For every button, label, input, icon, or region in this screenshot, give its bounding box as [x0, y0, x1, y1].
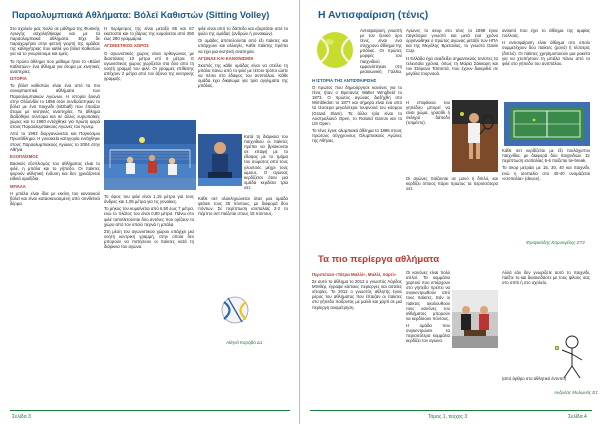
left-page-title: Παραολυμπιακά Αθλήματα: Βόλεϊ Καθιστών (Sitting Volley) [12, 10, 270, 20]
paragraph: Η Ελλάδα έχει αναδείξει σημαντικούς τενίστες τα τελευταία χρόνια, όπως τη Μαρία Σάκκαρη και τον Στέφανο Τσιτσιπά, που έχουν διακριθεί σε μεγάλα τουρνουά. [406, 55, 498, 76]
right-column-3-bottom [502, 148, 590, 238]
paragraph: Αντισφαίριση, γνωστή με τον ξενικό όρο τένις, είναι ένα σύγχρονο άθλημα της μπάλας. Οι πρώτες μορφές του παιχνιδιού εμφανίστηκαν στη μεσαιωνική Γαλλία, [360, 28, 402, 74]
left-page [0, 0, 298, 424]
paragraph: Σε αυτό το άθλημα το 2012 ο γνωστός Λάρδος Μπιθέρ, έγραψε κάποιες περίεργες και αστείες ιστορίες. Το 2012 ο γνωστός αθλητής έγινε μέρος του αθλήματος που έπαιζαν οι παίκτες στο γήπεδο παίζοντας με μαλλί και χαρτί σε μια περίεργη αναμέτρηση. [312, 279, 402, 310]
right-column-1-top [360, 28, 402, 74]
right-page [302, 0, 600, 424]
paragraph: Οι αγώνες παίζονται σε μονό ή διπλό, και κερδίζει όποιος πάρει πρώτος τα περισσότερα σετ. [406, 176, 498, 192]
paragraph: Κάθε σετ κερδίζεται με έξι τουλάχιστον παιχνίδια, με διαφορά δύο παιχνιδιών. Σε περίπτωση ισοπαλίας 6-6 παίζεται tie-break. [502, 148, 590, 164]
paragraph: Αλλά εάν δεν γνωρίζετε αυτό το παιχνίδι, παίξτε το και διασκεδάστε με τους φίλους σας στο σπίτι ή στο σχολείο. [502, 270, 590, 286]
paragraph: Η αντισφαίριση είναι άθλημα στο οποίο συμμετέχουν δύο παίκτες (μονό) ή τέσσερις (διπλό). Οι παίκτες χρησιμοποιούν μια ρακέτα για να χτυπήσουν τη μπάλα πάνω από το φιλέ στο γήπεδο του αντιπάλου. [502, 40, 590, 66]
section-heading: ΜΠΑΛΑ [10, 183, 26, 189]
right-column-1 [312, 76, 402, 248]
paragraph: Στη μέση του αγωνιστικού χώρου υπάρχει μια νοητή κεντρική γραμμή, στην οποία δεν μπορούν να πατήσουν οι παίκτες κατά τη διάρκεια του αγώνα. [104, 228, 194, 250]
left-column-3-beside-photo [244, 134, 288, 190]
paragraph: Η περίμετρος της είναι μεταξύ 65 και 67 εκατοστά και το βάρος της κυμαίνεται από 260 έως 280 γραμμάρια. [104, 26, 194, 42]
weird-sports-credit: Ανδρέας Μυλωνάς Ε1 [554, 390, 598, 395]
right-column-2-beside-photo [406, 100, 450, 174]
paragraph: Το τένις έγινε ολυμπιακό άθλημα το 1896 στους πρώτους σύγχρονους Ολυμπιακούς Αγώνες της Αθήνας. [312, 128, 402, 144]
sitting-volley-photo [104, 120, 196, 190]
issue-label: Τόμος 1, τεύχος 3 [428, 414, 468, 420]
page-divider [299, 0, 300, 424]
section-heading: ΙΣΤΟΡΙΑ [10, 76, 27, 82]
paragraph: ανοικτό που έχει το άθλημα της αμφίας πολλούς. [502, 28, 590, 39]
left-column-1 [10, 26, 100, 404]
right-credit: Φραγκιάδης Καρυαγέλης ΣΤ2 [526, 240, 585, 245]
paragraph: Η ομάδα που συγκεντρώσει τα περισσότερα κομμάτια κερδίζει τον αγώνα. [406, 323, 450, 344]
right-page-title: Η Αντισφαίριση (τένις) [318, 10, 429, 21]
left-credit: Αθηνά Καράβα Δ1 [226, 340, 263, 345]
left-column-3 [198, 26, 288, 126]
right-page-number: Σελίδα 4 [568, 414, 587, 420]
paragraph: Κάθε σετ ολοκληρώνεται όταν μια ομάδα φτάσει τους 25 πόντους, με διαφορά δύο πόντων. Σε περίπτωση ισοπαλίας 2-2 το πέμπτο σετ παίζεται στους 15 πόντους. [198, 196, 288, 217]
paragraph: Το μήκος του κυμαίνεται από 6,50 έως 7 μέτρα, ενώ το πλάτος του είναι 0,80 μέτρα. Πάνω στο φιλέ τοποθετούνται δύο αντένες που ορίζουν το χώρο από τον οποίο περνά η μπάλα. [104, 206, 194, 227]
paragraph: Σκοπός της κάθε ομάδας είναι να στείλει τη μπάλα πάνω από το φιλέ με τέτοιο τρόπο ώστε να πέσει στο έδαφος του αντιπάλου. Κάθε ομάδα έχει δικαίωμα για τρία αγγίγματα της μπάλας. [198, 62, 288, 89]
paragraph: Οι κανόνες είναι πολύ απλοί. Τα κομμάτια χαρτιού που υπάρχουν στο γήπεδο πρέπει να συγκεντρωθούν από τους παίκτες. Εάν οι παίκτες ακολουθούν τους κανόνες του αθλήματος μπορούν να κερδίσουν πόντους. [406, 270, 450, 321]
section-heading: ΑΓΩΝΑΣ ΚΑΙ ΚΑΝΟΝΙΣΜΟΙ [198, 55, 254, 61]
footer-rule [10, 410, 290, 411]
tennis-player-photo [452, 100, 498, 172]
paragraph: Η μπάλα είναι ίδια με εκείνη του κανονικού βόλεϊ και είναι κατασκευασμένη από συνθετικό δέρμα. [10, 190, 100, 206]
chess-boxing-photo [452, 290, 498, 348]
paragraph: Οι ομάδες αποτελούνται από έξι παίκτες και υπάρχουν και αλλαγές. Κάθε παίκτης πρέπει να έχει μια κινητική αναπηρία. [198, 38, 288, 54]
tennis-court-photo [504, 102, 590, 146]
section-heading: Περιπέτεια «Τάτρα Μαλλί», Μαλλί, Χαρτί» [312, 272, 397, 277]
weird-sports-column-3 [502, 270, 590, 330]
weird-sports-title: Τα πιο περίεργα αθλήματα [318, 254, 440, 265]
paragraph: Κατά τη διάρκεια του παιχνιδιού οι παίκτες πρέπει να βρίσκονται σε επαφή με το έδαφος με το τμήμα του σώματος από τους γλουτούς μέχρι τους ώμους. Ο αγώνας κερδίζεται όταν μια ομάδα κερδίσει τρία σετ. [244, 134, 288, 190]
paragraph: Αγώνες το σκορ στο τένις το 1898 έγινε παγκόσμια γνωστό και μετά ενα χρόνο οργανώθηκε ο πρώτος αγώνας μεταξύ των ΗΠΑ και της Μεγάλης Βρετανίας, το γνωστό Davis Cup. [406, 28, 498, 54]
paragraph: Ο αγωνιστικός χώρος είναι ορθογώνιος με διαστάσεις 10 μέτρα επί 6 μέτρα. Ο αγωνιστικός χώρος χωρίζεται στα δύο από τη νοητή γραμμή του φιλέ. Οι γραμμές επίθεσης απέχουν 2 μέτρα από τον άξονα της κεντρικής γραμμής. [104, 50, 194, 82]
right-column-2-bottom [406, 176, 498, 248]
section-heading: ΕΞΟΠΛΙΣΜΟΣ [10, 153, 39, 159]
right-column-3-top [502, 28, 590, 98]
paragraph: Βασικός εξοπλισμός του αθλήματος είναι το φιλέ, η μπάλα και το γήπεδο. Οι παίκτες φορούν αθλητική ένδυση και δεν χρειάζονται ειδικά αμαξίδια. [10, 161, 100, 182]
paragraph: Το σκορ μετράει με 15, 30, 40 και παιχνίδι, ενώ η ισοπαλία στο 40-40 ονομάζεται «ισοπαλία» (deuce). [502, 165, 590, 181]
left-page-number: Σελίδα 3 [12, 414, 31, 420]
player-photo [198, 134, 242, 186]
paragraph: Στο σχολείο μας ποιλύ σε μάθημα της Φυσικής Αγωγής ασχοληθήκαμε και με τα παραολυμπιακά αθλήματα. Είχε δε παραχωρήσει στην φετινή γιορτή της ομάδας της καθηγήτριας που καθιέ για βόλεϊ Καθιστών για να το γνωρίσουμε και εμείς. [10, 26, 100, 57]
weird-sports-column-2 [406, 270, 450, 404]
section-heading: ΑΓΩΝΙΣΤΙΚΟΣ ΧΩΡΟΣ [104, 43, 149, 49]
paragraph: Η επιφάνεια του γηπέδου μπορεί να είναι χώμα, γρασίδι ή σκληρό δάπεδο (τσιμέντο). [406, 100, 450, 126]
paragraph: Από το 1993 διοργανώνεται και Παγκόσμιο Πρωτάθλημα. Η γυναικεία κατηγορία εντάχθηκε στους Παραολυμπιακούς Αγώνες το 2004 στην Αθήνα. [10, 131, 100, 152]
tennis-ball-photo [312, 28, 358, 72]
paragraph: (από άρθρο στο αθλητικό έντυπο) [502, 376, 567, 381]
paragraph: φιλέ είναι από το δάπεδο και εξαρτάται από το φύλο της ομάδας (ανδρών ή γυναικών). [198, 26, 288, 37]
paragraph: Ο πρώτος που δημιούργησε κανόνες για το τένις ήταν ο Βρετανός Walter Wingfield το 1873. Ο πρώτος αγώνας διεξήχθη στο Wimbledon το 1877 και σήμερα είναι ένα από τα τέσσερα μεγαλύτερα τουρνουά του κόσμου (Grand Slam). Τα άλλα τρία είναι το Αυστραλιανό Open, το Roland Garros και το US Open. [312, 85, 402, 126]
section-heading: Η ΙΣΤΟΡΙΑ ΤΗΣ ΑΝΤΙΣΦΑΙΡΙΣΗΣ [312, 78, 377, 83]
footer-rule [310, 410, 592, 411]
paragraph: Το βόλεϊ καθιστών είναι ένα από τα πιο συναρπαστικά αθλήματα των Παραολυμπιακών Αγώνων. Η ιστορία ξεκινά στην Ολλανδία το 1956 όταν συνδυάστηκαν το βόλεϊ με ένα παιχνίδι (sitzball) που έπαιζαν άτομα με κινητικές αναπηρίες. Το άθλημα διαδόθηκε σύντομα και σε άλλες ευρωπαϊκές χώρες και το 1980 εντάχθηκε για πρώτη φορά στους Παραολυμπιακούς Αγώνες του Άρνεμ. [10, 83, 100, 130]
ball-photo [210, 292, 260, 328]
right-column-2-top [406, 28, 498, 98]
weird-sports-column-1 [312, 270, 402, 404]
left-column-2-bottom [104, 194, 194, 404]
paragraph: Το ύψος του φιλέ είναι 1,15 μέτρα για τους άνδρες και 1,05 μέτρα για τις γυναίκες. [104, 194, 194, 205]
paragraph: Το πρώτο άθλημα που μάθαμε ήταν το «Βόλεϊ Καθιστών» ένα άθλημα για άτομα με κινητικές αναπηρίες. [10, 58, 100, 74]
left-column-2-top [104, 26, 194, 86]
